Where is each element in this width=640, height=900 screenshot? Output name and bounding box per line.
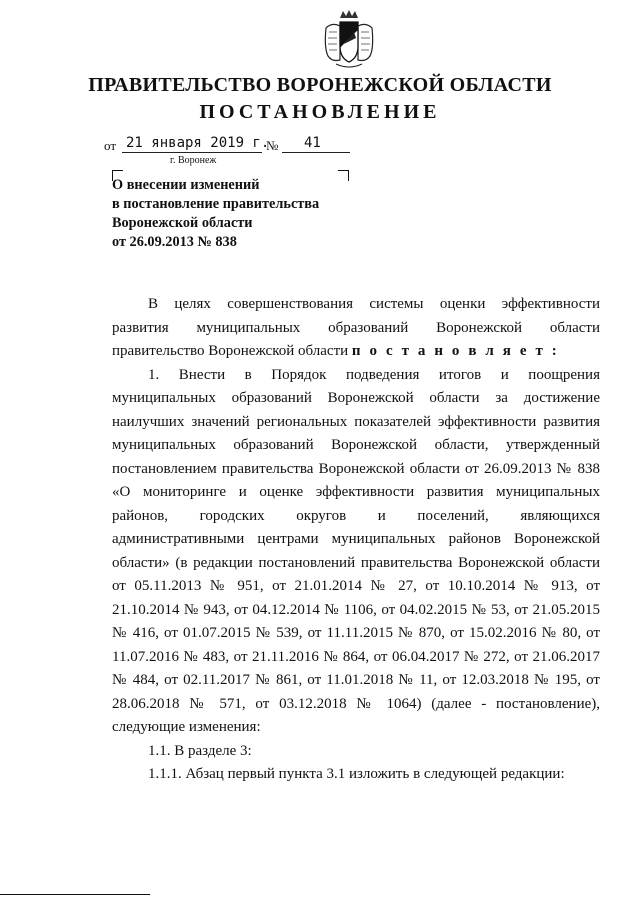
document-date: 21 января 2019 г.	[126, 135, 270, 151]
paragraph-line: № 484, от 02.11.2017 № 861, от 11.01.2018 № 11, от 12.03.2018 № 195, от	[112, 672, 600, 688]
intro-line	[112, 340, 600, 364]
paragraph-line: муниципальных образований Воронежской области за достижение	[112, 390, 600, 406]
subject-line: в постановление правительства	[112, 196, 320, 212]
city-label: г. Воронеж	[170, 155, 217, 166]
subject-line: Воронежской области	[112, 215, 253, 231]
paragraph-line: 28.06.2018 № 571, от 03.12.2018 № 1064) (далее - постановление),	[112, 695, 600, 712]
paragraph-line: 21.10.2014 № 943, от 04.12.2014 № 1106, от 04.02.2015 № 53, от 21.05.2015	[112, 601, 600, 618]
document-body	[112, 293, 600, 787]
from-label: от	[104, 138, 117, 153]
coat-of-arms-icon	[322, 8, 376, 70]
subject-line: от 26.09.2013 № 838	[112, 234, 237, 250]
document-subject	[112, 176, 319, 252]
bracket-right	[338, 170, 349, 181]
paragraph-line: области» (в редакции постановлений правительства Воронежской области	[112, 554, 600, 571]
subject-line: О внесении изменений	[112, 177, 260, 193]
intro-text: правительство Воронежской области	[112, 343, 352, 359]
item-1-1-1: 1.1.1. Абзац первый пункта 3.1 изложить в следующей редакции:	[148, 766, 565, 782]
paragraph-line: № 416, от 01.07.2015 № 539, от 11.11.2015 № 870, от 15.02.2016 № 80, от	[112, 625, 600, 641]
paragraph-line: постановлением правительства Воронежской области от 26.09.2013 № 838	[112, 460, 600, 477]
paragraph-line: районов, городских округов и поселений, являющихся	[112, 507, 600, 524]
number-label: №	[266, 138, 279, 153]
paragraph-line: муниципальных образований Воронежской области, утвержденный	[112, 437, 600, 453]
decree-word: п о с т а н о в л я е т :	[351, 343, 560, 359]
date-underline	[122, 152, 262, 153]
document-number: 41	[304, 135, 321, 151]
paragraph-line: 1. Внести в Порядок подведения итогов и поощрения	[148, 366, 600, 383]
intro-line: развития муниципальных образований Воронежской области	[112, 319, 600, 336]
paragraph-line: наилучших значений региональных показателей эффективности развития	[112, 413, 600, 430]
paragraph-line: административными центрами муниципальных районов Воронежской	[112, 531, 600, 547]
item-1-1: 1.1. В разделе 3:	[148, 742, 252, 759]
intro-line: В целях совершенствования системы оценки эффективности	[148, 296, 600, 312]
paragraph-line: 11.07.2016 № 483, от 21.11.2016 № 864, от 06.04.2017 № 272, от 21.06.2017	[112, 648, 600, 665]
paragraph-line: следующие изменения:	[112, 719, 261, 735]
government-name: ПРАВИТЕЛЬСТВО ВОРОНЕЖСКОЙ ОБЛАСТИ	[88, 74, 552, 96]
document-type: ПОСТАНОВЛЕНИЕ	[199, 101, 441, 123]
paragraph-line: от 05.11.2013 № 951, от 21.01.2014 № 27, от 10.10.2014 № 913, от	[112, 578, 600, 594]
number-underline	[282, 152, 350, 153]
footer-rule	[0, 894, 150, 895]
paragraph-line: «О мониторинге и оценке эффективности развития муниципальных	[112, 484, 600, 500]
